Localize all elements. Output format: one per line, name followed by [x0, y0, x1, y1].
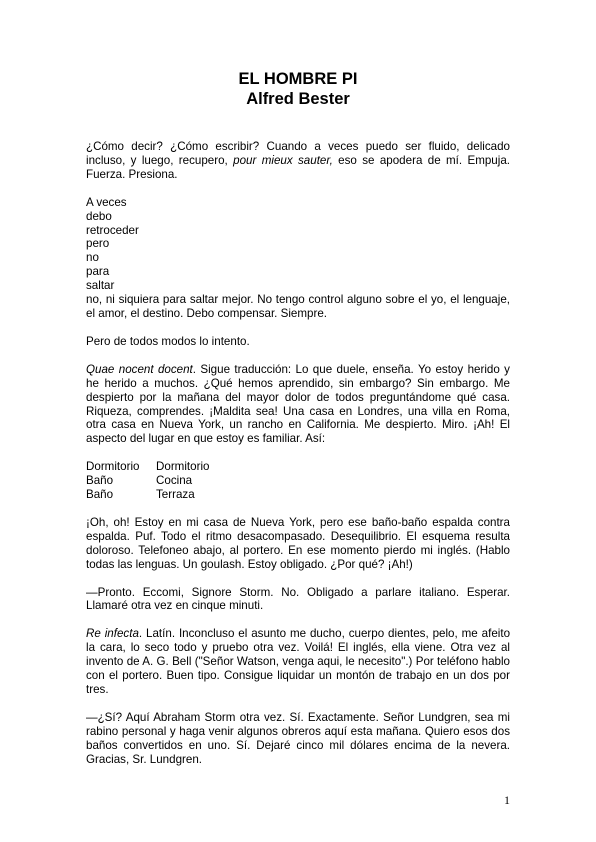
rooms-list [86, 460, 510, 502]
paragraph-3: Pero de todos modos lo intento. [86, 334, 250, 348]
paragraph-7-text: . Latín. Inconcluso el asunto me ducho, cuerpo dientes, pelo, me afeito la cara, lo seco todo y pruebo otra vez. Voilá! El inglés, ella viene. Otra vez al invento de A. G. Bell ("Señor Watson, venga aqui, le necesito".) Por teléfono hablo con el portero. Buen tipo. Consigue liquidar un montón de trabajo en un dos por tres. [86, 627, 511, 696]
paragraph-4 [86, 363, 510, 446]
room-left: Dormitorio [86, 460, 140, 474]
room-right: Dormitorio [156, 460, 210, 474]
rooms-row [86, 488, 510, 502]
stair-line: para [86, 265, 110, 279]
paragraph-4-italic: Quae nocent docent [86, 362, 193, 376]
paragraph-1-text-end: eso se apodera de mí. Empuja. Fuerza. Presiona. [86, 153, 511, 181]
paragraph-1 [86, 140, 510, 182]
room-right: Cocina [156, 474, 193, 488]
author-name: Alfred Bester [246, 90, 350, 108]
stair-line: no [86, 251, 99, 265]
paragraph-1-italic: pour mieux sauter, [233, 153, 333, 167]
rooms-row [86, 460, 510, 474]
stair-line: debo [86, 209, 112, 223]
page-title: EL HOMBRE PI [238, 70, 358, 88]
paragraph-7-italic: Re infecta [86, 627, 139, 641]
paragraph-1-text: ¿Cómo decir? ¿Cómo escribir? Cuando a veces puedo ser fluido, delicado incluso, y luego, recupero, [86, 140, 510, 167]
room-left: Baño [86, 474, 114, 488]
rooms-row [86, 474, 510, 488]
stair-line: A veces [86, 195, 127, 209]
paragraph-6: —Pronto. Eccomi, Signore Storm. No. Obligado a parlare italiano. Esperar. Llamaré otra vez en cinque minuti. [86, 585, 510, 613]
stair-line: retroceder [86, 223, 139, 237]
stair-line: pero [86, 237, 110, 251]
page-number: 1 [504, 793, 510, 807]
paragraph-2: no, ni siquiera para saltar mejor. No tengo control alguno sobre el yo, el lenguaje, el amor, el destino. Debo compensar. Siempre. [86, 293, 510, 320]
room-left: Baño [86, 488, 114, 502]
stair-lines [86, 196, 510, 293]
room-right: Terraza [156, 488, 195, 502]
paragraph-8: —¿Sí? Aquí Abraham Storm otra vez. Sí. Exactamente. Señor Lundgren, sea mi rabino personal y haga venir algunos obreros aquí esta mañana. Quiero esos dos baños convertidos en uno. Sí. Dejaré cinco mil dólares encima de la nevera. Gracias, Sr. Lundgren. [86, 710, 510, 766]
paragraph-4-text: . Sigue traducción: Lo que duele, enseña. Yo estoy herido y he herido a muchos. ¿Qué hemos aprendido, sin embargo? Sin embargo. Me despierto por la mañana del mayor dolor de todos preguntándome qué casa. Riqueza, comprendes. ¡Maldita sea! Una casa en Londres, una villa en Roma, otra casa en Nueva York, un rancho en California. Me despierto. Miro. ¡Ah! El aspecto del lugar en que estoy es familiar. Así: [86, 362, 510, 446]
paragraph-5: ¡Oh, oh! Estoy en mi casa de Nueva York, pero ese baño-baño espalda contra espalda. Puf. Todo el ritmo desacompasado. Desequilibrio. El esquema resulta doloroso. Telefoneo abajo, al portero. En ese momento pierdo mi inglés. (Hablo todas las lenguas. Un goulash. Estoy obligado. ¿Por qué? ¡Ah!) [86, 515, 510, 571]
stair-line: saltar [86, 279, 115, 293]
document-body [86, 140, 510, 781]
paragraph-7 [86, 627, 510, 697]
